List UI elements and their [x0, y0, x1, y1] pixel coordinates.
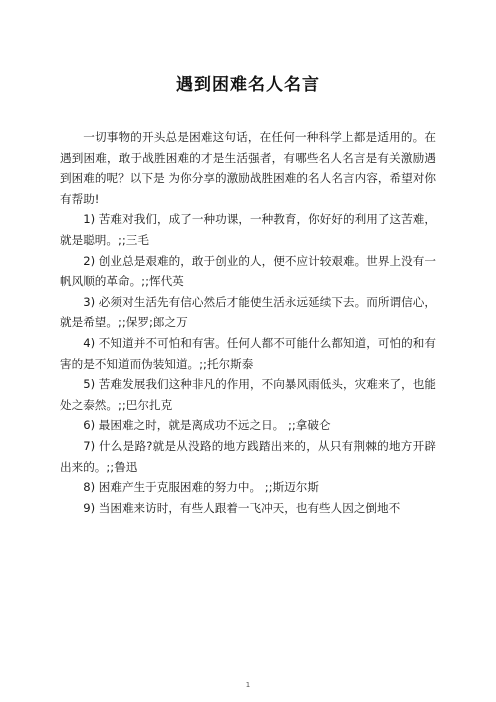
quote-paragraph-6: 6) 最困难之时，就是离成功不远之日。 ;;拿破仑	[83, 418, 331, 433]
document-body	[60, 127, 436, 518]
quote-paragraph-3: 3) 必须对生活先有信心然后才能使生活永远延续下去。而所谓信心，就是希望。;;保罗;郎之万	[60, 294, 436, 330]
intro-paragraph: 一切事物的开头总是困难这句话，在任何一种科学上都是适用的。在遇到困难，敢于战胜困难的才是生活强者，有哪些名人名言是有关激励遇到困难的呢？以下是 为你分享的激励战胜困难的名人名言内容，希望对你有帮助!	[60, 130, 436, 206]
quote-paragraph-4: 4) 不知道并不可怕和有害。任何人都不可能什么都知道，可怕的和有害的是不知道而伪装知道。;;托尔斯泰	[60, 335, 436, 371]
page-number: 1	[245, 681, 251, 689]
page-title: 遇到困难名人名言	[176, 75, 320, 95]
quote-paragraph-5: 5) 苦难发展我们这种非凡的作用，不向暴风雨低头，灾难来了，也能处之泰然。;;巴尔扎克	[60, 377, 436, 412]
quote-paragraph-9: 9) 当困难来访时，有些人跟着一飞冲天，也有些人因之倒地不	[83, 500, 401, 515]
quote-paragraph-2: 2) 创业总是艰难的，敢于创业的人，便不应计较艰难。世界上没有一帆风顺的革命。;;恽代英	[60, 253, 436, 289]
quote-paragraph-8: 8) 困难产生于克服困难的努力中。 ;;斯迈尔斯	[83, 480, 319, 495]
quote-paragraph-1: 1) 苦难对我们，成了一种功课，一种教育，你好好的利用了这苦难，就是聪明。;;三毛	[60, 212, 436, 247]
quote-paragraph-7: 7) 什么是路?就是从没路的地方践踏出来的，从只有荆棘的地方开辟出来的。;;鲁迅	[60, 438, 436, 474]
